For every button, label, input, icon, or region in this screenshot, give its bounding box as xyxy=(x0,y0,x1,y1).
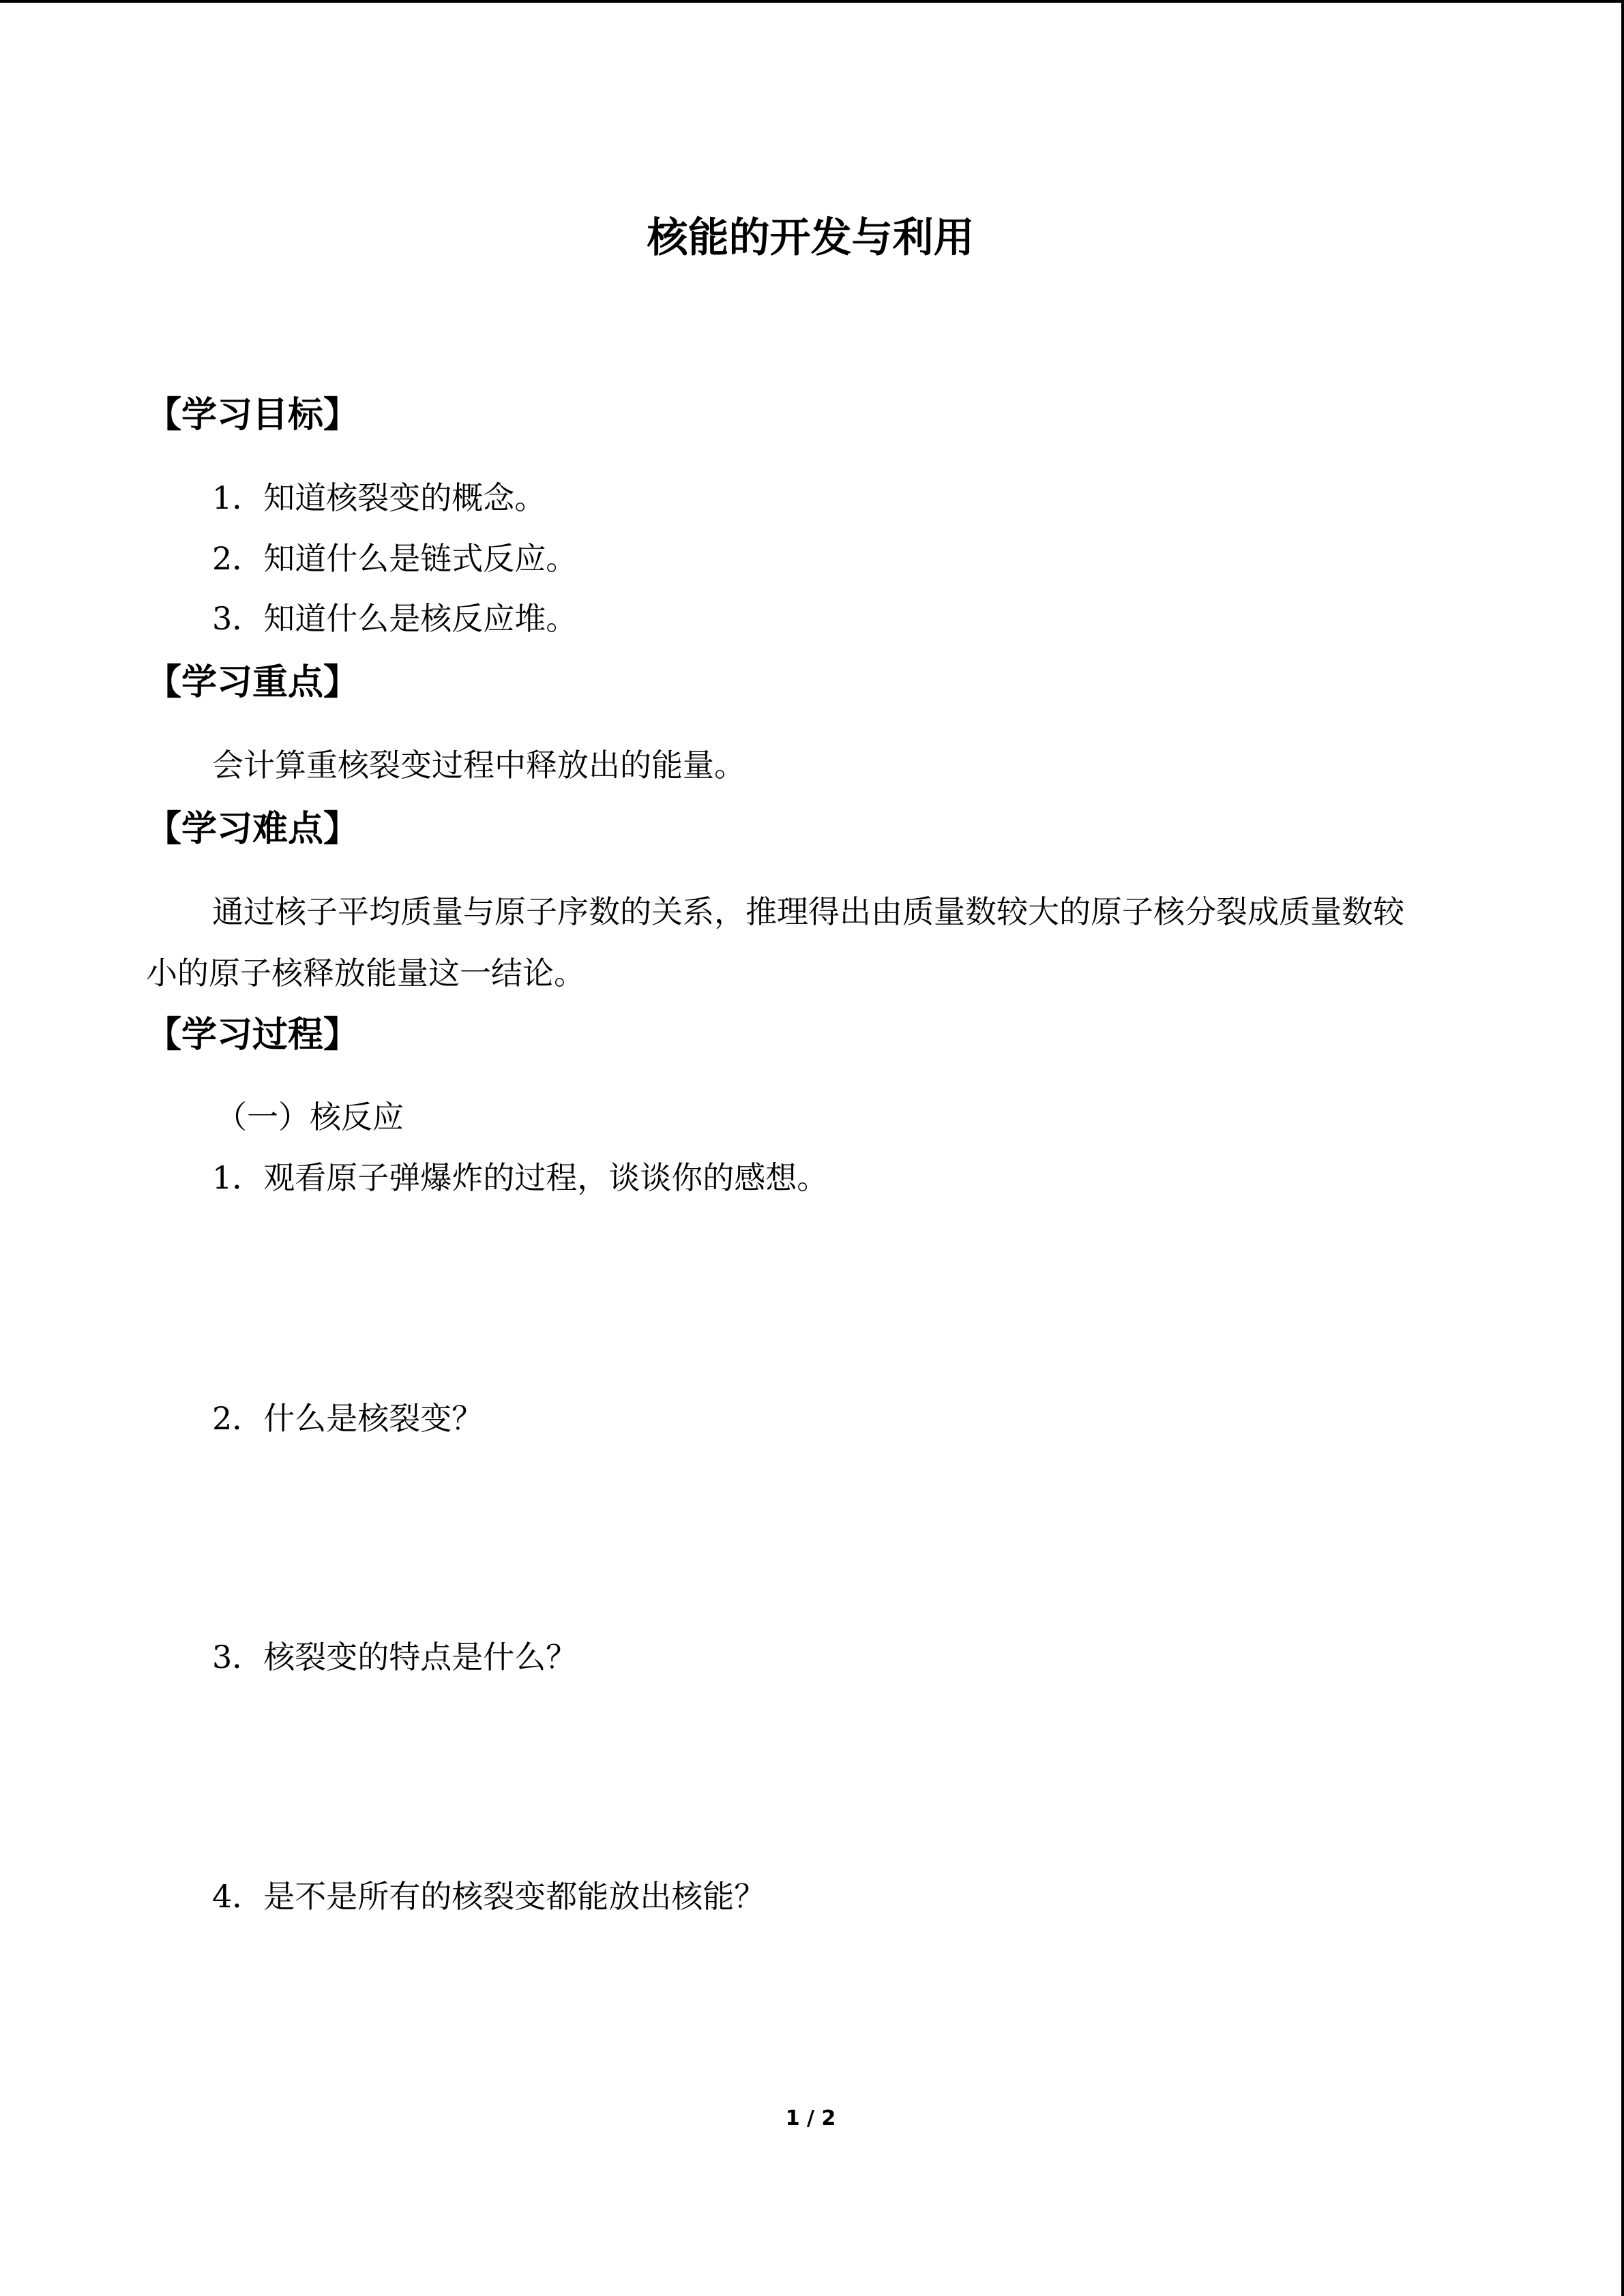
page-number: 1 / 2 xyxy=(785,2106,836,2130)
question-4: 4．是不是所有的核裂变都能放出核能？ xyxy=(212,1878,766,1915)
difficulties-heading: 【学习难点】 xyxy=(146,809,359,850)
document-title: 核能的开发与利用 xyxy=(647,214,975,262)
objectives-heading: 【学习目标】 xyxy=(146,395,359,436)
difficulties-line-2: 小的原子核释放能量这一结论。 xyxy=(146,955,585,992)
process-heading: 【学习过程】 xyxy=(146,1015,359,1056)
question-1: 1．观看原子弹爆炸的过程，谈谈你的感想。 xyxy=(212,1159,829,1196)
question-2: 2．什么是核裂变？ xyxy=(212,1400,484,1437)
objective-item-3: 3．知道什么是核反应堆。 xyxy=(212,600,578,637)
objective-item-1: 1．知道核裂变的概念。 xyxy=(212,479,546,516)
process-subheading: （一）核反应 xyxy=(216,1099,404,1135)
key-points-text: 会计算重核裂变过程中释放出的能量。 xyxy=(212,747,745,784)
key-points-heading: 【学习重点】 xyxy=(146,662,359,703)
difficulties-line-1: 通过核子平均质量与原子序数的关系，推理得出由质量数较大的原子核分裂成质量数较 xyxy=(212,893,1404,930)
question-3: 3．核裂变的特点是什么？ xyxy=(212,1639,578,1675)
objective-item-2: 2．知道什么是链式反应。 xyxy=(212,540,578,577)
